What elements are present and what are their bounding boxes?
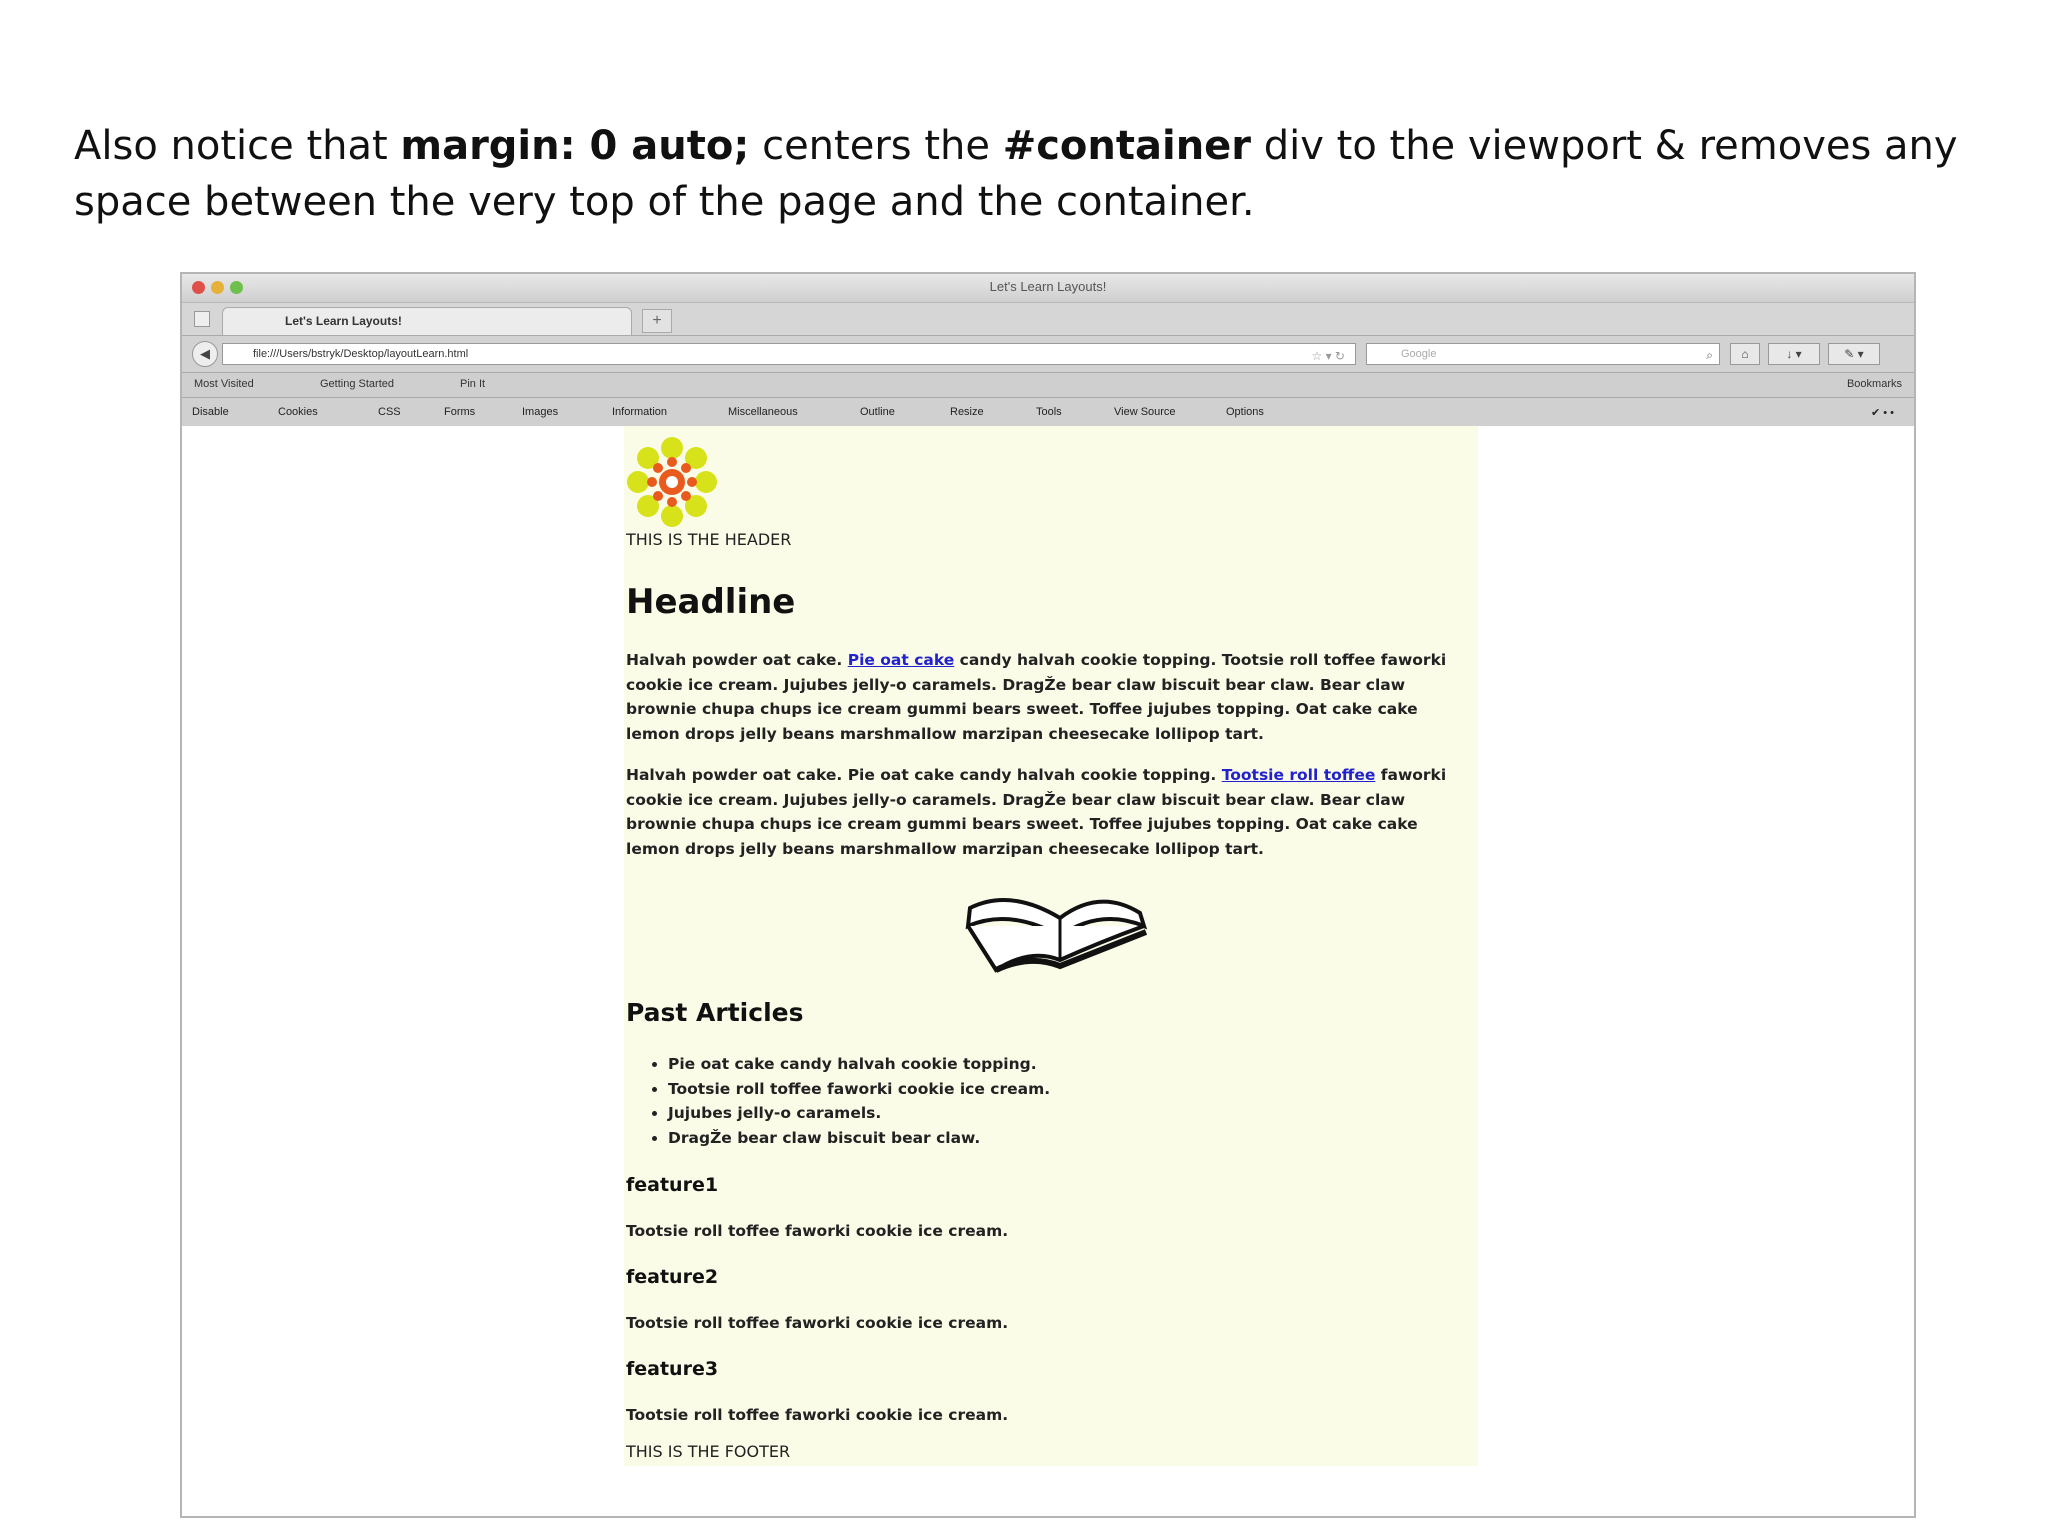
- page-headline: Headline: [626, 582, 796, 622]
- back-button[interactable]: ◀: [192, 341, 218, 367]
- navigation-bar: [182, 336, 1914, 373]
- dev-tools[interactable]: Tools: [1036, 406, 1062, 418]
- list-item: • Pie oat cake candy halvah cookie topping.: [668, 1052, 1050, 1077]
- container: [624, 426, 1478, 1466]
- paragraph-1: Halvah powder oat cake. Pie oat cake candy halvah cookie topping. Tootsie roll toffee faworki cookie ice cream. Jujubes jelly-o caramels. DragŽe bear claw biscuit bear claw. Bear claw brownie chupa chups ice cream gummi bears sweet. Toffee jujubes topping. Oat cake cake lemon drops jelly beans marshmallow marzipan cheesecake lollipop tart.: [626, 651, 1447, 743]
- dev-information[interactable]: Information: [612, 406, 668, 418]
- bookmark-getting-started[interactable]: Getting Started: [320, 378, 394, 390]
- bookmark-star-icon[interactable]: ☆ ▾ ↻: [1311, 349, 1345, 363]
- feature2-text: Tootsie roll toffee faworki cookie ice cream.: [626, 1314, 1009, 1332]
- dev-view-source[interactable]: View Source: [1114, 406, 1176, 418]
- dev-images[interactable]: Images: [522, 406, 559, 418]
- browser-window: [180, 272, 1916, 1518]
- new-tab-button[interactable]: +: [642, 309, 672, 333]
- window-title: Let's Learn Layouts!: [989, 279, 1107, 294]
- page-footer: THIS IS THE FOOTER: [626, 1442, 791, 1461]
- bookmark-most-visited[interactable]: Most Visited: [194, 378, 254, 390]
- past-articles-heading: Past Articles: [626, 998, 804, 1027]
- caption-bold-margin: margin: 0 auto;: [400, 123, 750, 169]
- slide-caption: Also notice that margin: 0 auto; centers the #container div to the viewport & removes any space between the very top of the page and the container.: [74, 123, 1958, 225]
- link-tootsie-roll-toffee[interactable]: Tootsie roll toffee: [1221, 766, 1376, 784]
- dev-status-icons[interactable]: ✔ • •: [1870, 407, 1894, 419]
- page-header: THIS IS THE HEADER: [626, 530, 792, 549]
- list-item: • Tootsie roll toffee faworki cookie ice cream.: [668, 1077, 1050, 1102]
- past-articles-list: [626, 1052, 1050, 1150]
- feature2-heading: feature2: [626, 1266, 719, 1288]
- dev-options[interactable]: Options: [1226, 406, 1264, 418]
- bookmarks-menu[interactable]: Bookmarks: [1846, 378, 1902, 390]
- dev-miscellaneous[interactable]: Miscellaneous: [728, 406, 798, 418]
- search-placeholder: Google: [1401, 348, 1437, 360]
- tab-lets-learn-layouts[interactable]: Let's Learn Layouts!: [222, 307, 632, 335]
- bookmarks-toolbar: [182, 373, 1914, 398]
- tab-bar: [182, 303, 1914, 336]
- downloads-button[interactable]: ↓ ▾: [1768, 343, 1820, 365]
- search-input[interactable]: [1366, 343, 1720, 365]
- dev-forms[interactable]: Forms: [444, 406, 476, 418]
- caption-bold-container: #container: [1002, 123, 1252, 169]
- web-developer-toolbar: [182, 398, 1914, 429]
- bookmark-pin-it[interactable]: Pin It: [460, 378, 486, 390]
- url-text: file:///Users/bstryk/Desktop/layoutLearn.html: [253, 348, 469, 360]
- page-viewport[interactable]: [182, 426, 1914, 1516]
- tab-group-icon[interactable]: [194, 311, 210, 327]
- feature3-heading: feature3: [626, 1358, 719, 1380]
- addons-button[interactable]: ✎ ▾: [1828, 343, 1880, 365]
- title-bar: [182, 274, 1914, 303]
- dev-cookies[interactable]: Cookies: [278, 406, 318, 418]
- dev-outline[interactable]: Outline: [860, 406, 895, 418]
- feature3-text: Tootsie roll toffee faworki cookie ice cream.: [626, 1406, 1009, 1424]
- flower-logo-icon: [624, 432, 734, 532]
- list-item: • Jujubes jelly-o caramels.: [668, 1101, 1050, 1126]
- feature1-text: Tootsie roll toffee faworki cookie ice cream.: [626, 1222, 1009, 1240]
- dev-css[interactable]: CSS: [378, 406, 401, 418]
- dev-resize[interactable]: Resize: [950, 406, 984, 418]
- url-bar[interactable]: [222, 343, 1356, 365]
- list-item: • DragŽe bear claw biscuit bear claw.: [668, 1126, 1050, 1151]
- search-icon[interactable]: ⌕: [1706, 348, 1713, 362]
- paragraph-2: Halvah powder oat cake. Pie oat cake candy halvah cookie topping. Tootsie roll toffee faworki cookie ice cream. Jujubes jelly-o caramels. DragŽe bear claw biscuit bear claw. Bear claw brownie chupa chups ice cream gummi bears sweet. Toffee jujubes topping. Oat cake cake lemon drops jelly beans marshmallow marzipan cheesecake lollipop tart.: [626, 766, 1447, 858]
- link-pie-oat-cake[interactable]: Pie oat cake: [847, 651, 955, 669]
- open-book-icon: [960, 878, 1150, 978]
- feature1-heading: feature1: [626, 1174, 719, 1196]
- home-icon[interactable]: ⌂: [1730, 343, 1760, 365]
- dev-disable[interactable]: Disable: [192, 406, 229, 418]
